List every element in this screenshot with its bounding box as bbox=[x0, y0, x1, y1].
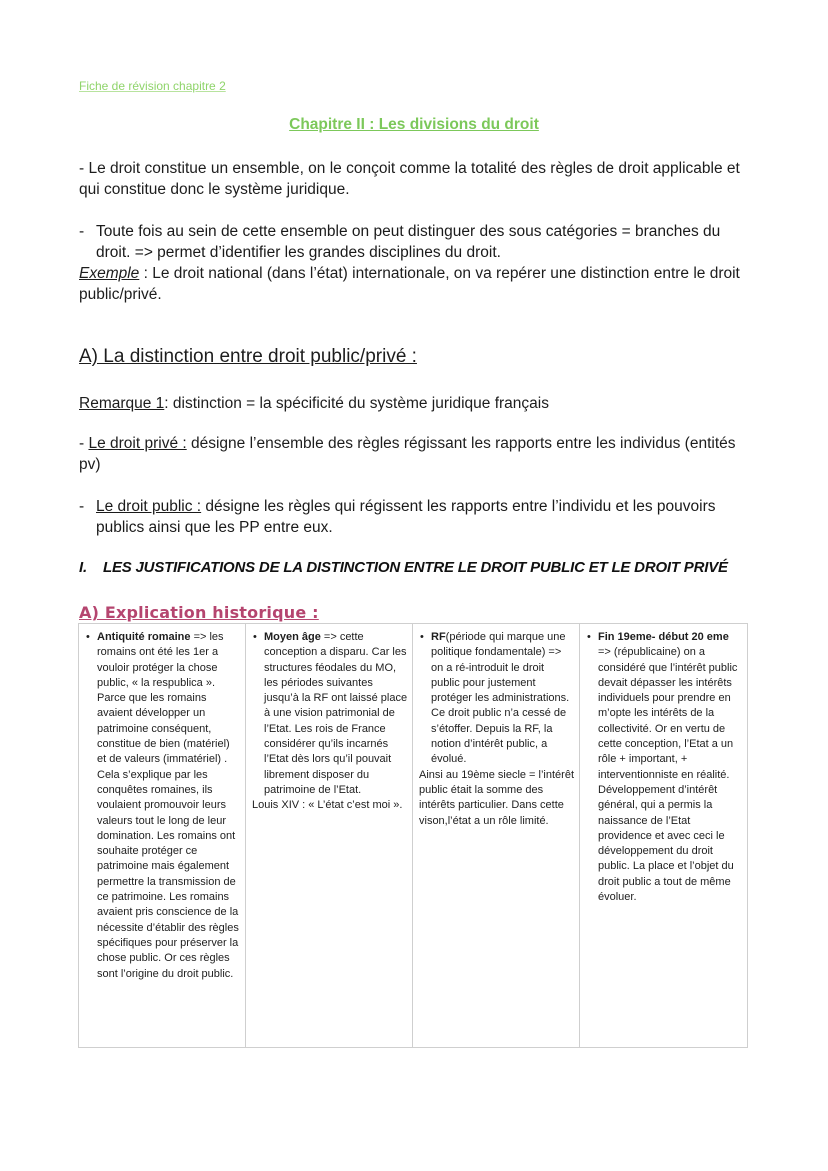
private-law-paragraph bbox=[79, 433, 759, 475]
remark-label: Remarque 1 bbox=[79, 395, 165, 412]
period-label: Fin 19eme- début 20 eme bbox=[598, 631, 729, 643]
historical-explanation-heading: A) Explication historique : bbox=[79, 603, 319, 622]
table-cell-french-revolution bbox=[413, 624, 580, 1047]
period-text: => les romains ont été les 1er a vouloir protéger la chose public, « la respublica ». Parce que les romains avaient développer un patrimoine conséquent, constitue de bien (matériel) et de valeurs (immatériel) . Cela s’explique par les conquêtes romaines, ils voulaient promouvoir leurs valeurs tout le long de leur domination. Les romains ont souhaite protéger ce patrimoine mais également permettre la transmission de ce patrimoine. Les romains avaient pris conscience de la nécessite d’établir des règles spécifiques pour préserver la chose public. Or ces règles sont l’origine du droit public. bbox=[97, 631, 239, 980]
example-text: : Le droit national (dans l’état) internationale, on va repérer une distinction entre le droit public/privé. bbox=[79, 265, 740, 303]
public-law-text-block bbox=[96, 496, 759, 538]
private-law-text: désigne l’ensemble des règles régissant les rapports entre les individus (entités pv) bbox=[79, 435, 736, 473]
remark-paragraph bbox=[79, 393, 759, 414]
table-cell-late-19th-century bbox=[580, 624, 747, 1047]
table-bullet-item bbox=[252, 630, 408, 798]
bullet-icon: • bbox=[86, 631, 90, 643]
example-paragraph bbox=[79, 263, 759, 305]
private-law-label: Le droit privé : bbox=[88, 435, 187, 452]
table-cell-antiquity bbox=[79, 624, 246, 1047]
intro-paragraph: - Le droit constitue un ensemble, on le conçoit comme la totalité des règles de droit applicable et qui constitue donc le système juridique. bbox=[79, 160, 740, 198]
bullet-icon: • bbox=[587, 631, 591, 643]
period-label: RF bbox=[431, 631, 446, 643]
period-after-text: Ainsi au 19ème siecle = l’intérêt public était la somme des intérêts particulier. Dans cette vison,l’état a un rôle limité. bbox=[419, 768, 574, 827]
part-one-heading bbox=[79, 559, 728, 576]
intro-list-item-text: Toute fois au sein de cette ensemble on peut distinguer des sous catégories = branches du droit. => permet d’identifier les grandes disciplines du droit. bbox=[96, 223, 721, 261]
bullet-icon: • bbox=[420, 631, 424, 643]
part-one-number: I. bbox=[79, 559, 87, 576]
period-text: (période qui marque une politique fondamentale) => on a ré-introduit le droit public pour justement protéger les administrations. Ce droit public n’a cessé de s’étoffer. Depuis la RF, la notion d’intérêt public, a évolué. bbox=[431, 631, 570, 766]
dash-bullet: - bbox=[79, 498, 85, 515]
part-one-title: LES JUSTIFICATIONS DE LA DISTINCTION ENTRE LE DROIT PUBLIC ET LE DROIT PRIVÉ bbox=[103, 559, 728, 576]
public-law-item bbox=[79, 496, 759, 538]
bullet-icon: • bbox=[253, 631, 257, 643]
historical-table bbox=[78, 623, 748, 1048]
private-law-prefix: - bbox=[79, 435, 89, 452]
period-text: => cette conception a disparu. Car les structures féodales du MO, les périodes suivantes jusqu’à la RF ont laissé place à une vision patrimonial de l’Etat. Les rois de France considérer qu’ils incarnés l’Etat dès lors qu’il pouvait librement disposer du patrimoine de l’Etat. bbox=[264, 631, 408, 796]
revision-sheet-link[interactable]: Fiche de révision chapitre 2 bbox=[79, 79, 226, 93]
table-bullet-item bbox=[419, 630, 575, 768]
dash-bullet: - bbox=[79, 223, 85, 240]
chapter-title: Chapitre II : Les divisions du droit bbox=[289, 116, 539, 133]
table-cell-middle-ages bbox=[246, 624, 413, 1047]
intro-list-item bbox=[79, 221, 759, 263]
table-bullet-item bbox=[85, 630, 241, 982]
example-label: Exemple bbox=[79, 265, 140, 282]
period-text: => (républicaine) on a considéré que l’intérêt public devait dépasser les intérêts individuels pour prendre en m’opte les intérêts de la collectivité. Or en vertu de cette conception, l’Etat a un rôle + important, + interventionniste en réalité. Développement d’intérêt général, qui a permis la naissance de l’Etat providence et avec ceci le développement du droit public. La place et l’objet du droit public a tout de même évoluer. bbox=[598, 646, 738, 904]
period-after-text: Louis XIV : « L’état c’est moi ». bbox=[252, 799, 403, 812]
public-law-label: Le droit public : bbox=[96, 498, 202, 515]
remark-text: : distinction = la spécificité du système juridique français bbox=[164, 395, 549, 412]
section-a-heading: A) La distinction entre droit public/privé : bbox=[79, 346, 417, 367]
period-label: Moyen âge bbox=[264, 631, 321, 643]
table-bullet-item bbox=[586, 630, 743, 905]
period-label: Antiquité romaine bbox=[97, 631, 191, 643]
public-law-text: désigne les règles qui régissent les rapports entre l’individu et les pouvoirs publics ainsi que les PP entre eux. bbox=[96, 498, 716, 536]
